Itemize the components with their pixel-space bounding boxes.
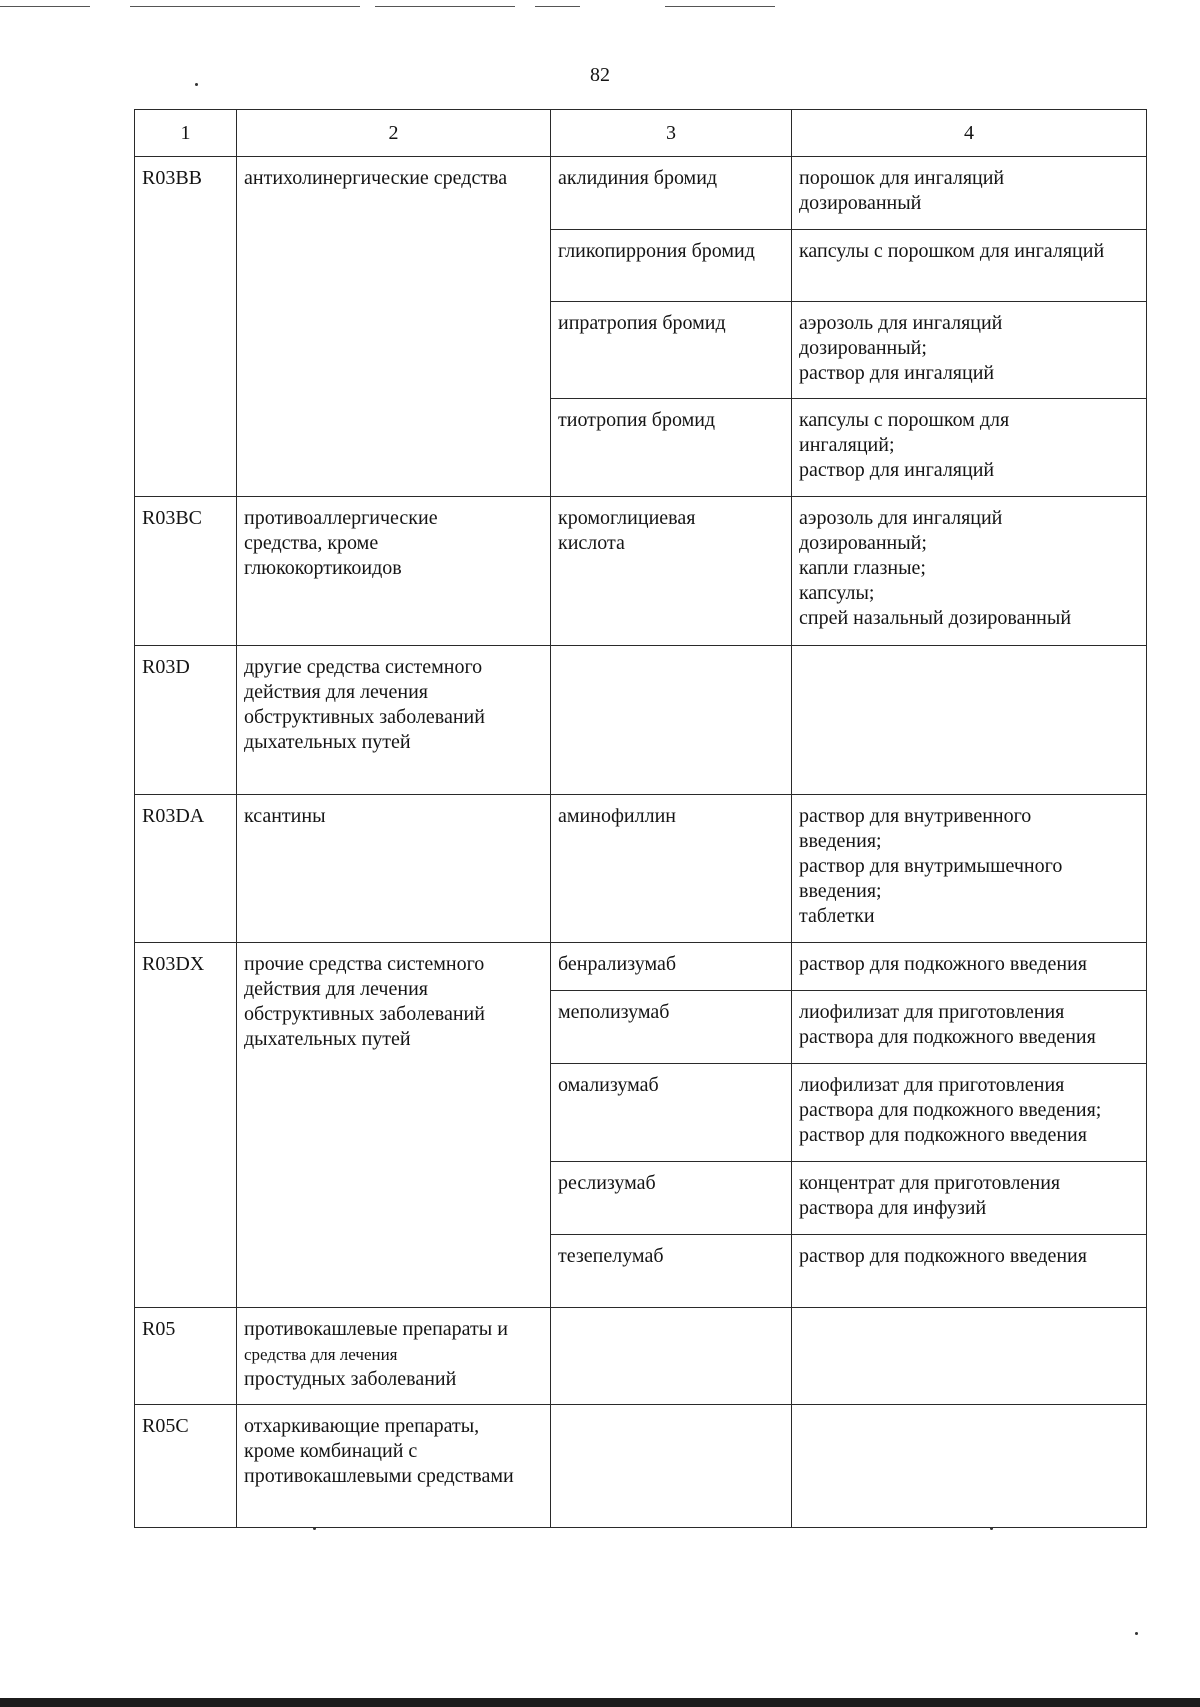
dosage-form: аэрозоль для ингаляций дозированный; капли глазные; капсулы; спрей назальный дозированный [792, 497, 1147, 646]
group-name-line: противокашлевые препараты и [244, 1318, 508, 1340]
empty-cell [792, 1405, 1147, 1528]
header-col-3: 3 [551, 110, 792, 157]
group-name: антихолинергические средства [237, 157, 551, 497]
header-col-4: 4 [792, 110, 1147, 157]
drug-name: тиотропия бромид [551, 399, 792, 497]
scan-artifact-line [130, 6, 360, 7]
drug-name: аклидиния бромид [551, 157, 792, 230]
header-col-1: 1 [135, 110, 237, 157]
atc-code: R05 [135, 1308, 237, 1405]
drug-name: аминофиллин [551, 795, 792, 943]
table-row [135, 497, 1147, 646]
table-header-row [135, 110, 1147, 157]
table-row [135, 157, 1147, 230]
atc-code: R03D [135, 646, 237, 795]
table-row [135, 943, 1147, 991]
drug-name: гликопиррония бромид [551, 230, 792, 302]
empty-cell [792, 646, 1147, 795]
header-col-2: 2 [237, 110, 551, 157]
dosage-form: раствор для внутривенного введения; раствор для внутримышечного введения; таблетки [792, 795, 1147, 943]
dosage-form: капсулы с порошком для ингаляций; раствор для ингаляций [792, 399, 1147, 497]
dosage-form: раствор для подкожного введения [792, 1235, 1147, 1308]
dosage-form: аэрозоль для ингаляций дозированный; раствор для ингаляций [792, 302, 1147, 399]
atc-code: R03DA [135, 795, 237, 943]
drug-name: тезепелумаб [551, 1235, 792, 1308]
scan-bottom-edge [0, 1698, 1200, 1707]
table-row [135, 795, 1147, 943]
group-name-line: простудных заболеваний [244, 1368, 457, 1390]
empty-cell [551, 1308, 792, 1405]
atc-code: R03DX [135, 943, 237, 1308]
empty-cell [792, 1308, 1147, 1405]
table-row [135, 1405, 1147, 1528]
dosage-form: концентрат для приготовления раствора для инфузий [792, 1162, 1147, 1235]
dosage-form: лиофилизат для приготовления раствора для подкожного введения; раствор для подкожного введения [792, 1064, 1147, 1162]
scan-artifact-line [375, 6, 515, 7]
group-name: отхаркивающие препараты, кроме комбинаций с противокашлевыми средствами [237, 1405, 551, 1528]
scan-artifact-line [0, 6, 90, 7]
dosage-form: лиофилизат для приготовления раствора для подкожного введения [792, 991, 1147, 1064]
scan-speck [313, 1527, 316, 1530]
medication-table [134, 109, 1147, 1528]
page-number: 82 [590, 64, 610, 86]
empty-cell [551, 1405, 792, 1528]
drug-name: кромоглициевая кислота [551, 497, 792, 646]
atc-code: R05C [135, 1405, 237, 1528]
scan-speck [1135, 1632, 1138, 1635]
group-name [237, 1308, 551, 1405]
atc-code: R03BB [135, 157, 237, 497]
table-row [135, 1308, 1147, 1405]
atc-code: R03BC [135, 497, 237, 646]
drug-name: меполизумаб [551, 991, 792, 1064]
dosage-form: капсулы с порошком для ингаляций [792, 230, 1147, 302]
scan-artifact-line [535, 6, 580, 7]
empty-cell [551, 646, 792, 795]
drug-name: бенрализумаб [551, 943, 792, 991]
scan-artifact-line [665, 6, 775, 7]
dosage-form: порошок для ингаляций дозированный [792, 157, 1147, 230]
group-name: ксантины [237, 795, 551, 943]
drug-name: ипратропия бромид [551, 302, 792, 399]
group-name-line: средства для лечения [244, 1345, 398, 1364]
table-row [135, 646, 1147, 795]
dosage-form: раствор для подкожного введения [792, 943, 1147, 991]
drug-name: омализумаб [551, 1064, 792, 1162]
drug-name: реслизумаб [551, 1162, 792, 1235]
scan-speck [990, 1527, 993, 1530]
group-name: другие средства системного действия для лечения обструктивных заболеваний дыхательных путей [237, 646, 551, 795]
scan-speck [195, 83, 198, 86]
group-name: противоаллергические средства, кроме глюкокортикоидов [237, 497, 551, 646]
group-name: прочие средства системного действия для лечения обструктивных заболеваний дыхательных путей [237, 943, 551, 1308]
